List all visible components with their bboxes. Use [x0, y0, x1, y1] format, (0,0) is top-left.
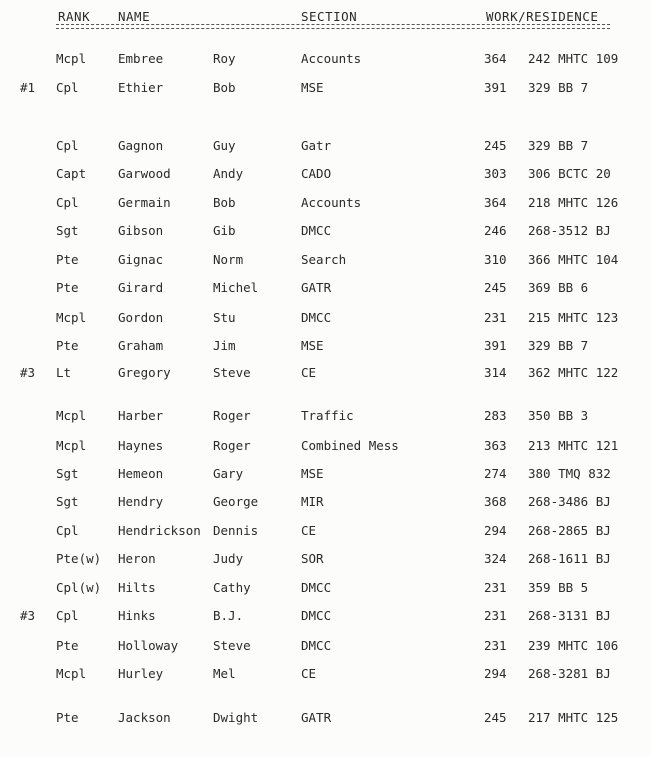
work-phone-cell: 294 [484, 523, 507, 538]
rank-cell: Cpl [56, 138, 79, 153]
table-row [0, 138, 650, 158]
table-row [0, 551, 650, 571]
section-cell: Accounts [301, 51, 362, 66]
first-name-cell: Dwight [213, 710, 259, 725]
section-cell: CADO [301, 166, 332, 181]
work-phone-cell: 391 [484, 338, 507, 353]
work-phone-cell: 283 [484, 408, 507, 423]
rank-cell: Sgt [56, 494, 79, 509]
last-name-cell: Hurley [118, 666, 164, 681]
header-name: NAME [118, 9, 151, 24]
last-name-cell: Jackson [118, 710, 171, 725]
row-marker: #1 [20, 80, 36, 95]
last-name-cell: Germain [118, 195, 171, 210]
work-phone-cell: 391 [484, 80, 507, 95]
work-phone-cell: 368 [484, 494, 507, 509]
rank-cell: Mcpl [56, 51, 87, 66]
section-cell: DMCC [301, 580, 332, 595]
first-name-cell: Gary [213, 466, 244, 481]
section-cell: MSE [301, 80, 324, 95]
section-cell: GATR [301, 280, 332, 295]
table-row [0, 438, 650, 458]
first-name-cell: Roy [213, 51, 236, 66]
work-phone-cell: 364 [484, 195, 507, 210]
last-name-cell: Garwood [118, 166, 171, 181]
table-row [0, 195, 650, 215]
residence-cell: 306 BCTC 20 [528, 166, 611, 181]
section-cell: MSE [301, 466, 324, 481]
table-row [0, 365, 650, 385]
table-row [0, 608, 650, 628]
residence-cell: 359 BB 5 [528, 580, 589, 595]
residence-cell: 213 MHTC 121 [528, 438, 619, 453]
last-name-cell: Gregory [118, 365, 171, 380]
rank-cell: Pte(w) [56, 551, 102, 566]
table-row [0, 310, 650, 330]
row-marker: #3 [20, 365, 36, 380]
header-section: SECTION [301, 9, 358, 24]
rank-cell: Mcpl [56, 408, 87, 423]
work-phone-cell: 245 [484, 138, 507, 153]
rank-cell: Cpl(w) [56, 580, 102, 595]
first-name-cell: Roger [213, 438, 251, 453]
last-name-cell: Gagnon [118, 138, 164, 153]
work-phone-cell: 310 [484, 252, 507, 267]
rank-cell: Pte [56, 252, 79, 267]
residence-cell: 268-2865 BJ [528, 523, 611, 538]
first-name-cell: Dennis [213, 523, 259, 538]
table-row [0, 338, 650, 358]
work-phone-cell: 231 [484, 638, 507, 653]
rank-cell: Pte [56, 280, 79, 295]
last-name-cell: Gignac [118, 252, 164, 267]
rank-cell: Lt [56, 365, 72, 380]
section-cell: Gatr [301, 138, 332, 153]
residence-cell: 218 MHTC 126 [528, 195, 619, 210]
first-name-cell: Andy [213, 166, 244, 181]
section-cell: SOR [301, 551, 324, 566]
rank-cell: Pte [56, 338, 79, 353]
work-phone-cell: 303 [484, 166, 507, 181]
rank-cell: Cpl [56, 80, 79, 95]
section-cell: Search [301, 252, 347, 267]
last-name-cell: Harber [118, 408, 164, 423]
first-name-cell: Steve [213, 365, 251, 380]
residence-cell: 380 TMQ 832 [528, 466, 611, 481]
last-name-cell: Hilts [118, 580, 156, 595]
work-phone-cell: 231 [484, 608, 507, 623]
section-cell: CE [301, 666, 317, 681]
first-name-cell: Cathy [213, 580, 251, 595]
residence-cell: 239 MHTC 106 [528, 638, 619, 653]
work-phone-cell: 274 [484, 466, 507, 481]
residence-cell: 215 MHTC 123 [528, 310, 619, 325]
table-row [0, 666, 650, 686]
first-name-cell: Steve [213, 638, 251, 653]
first-name-cell: Guy [213, 138, 236, 153]
last-name-cell: Haynes [118, 438, 164, 453]
table-row [0, 166, 650, 186]
table-row [0, 580, 650, 600]
rank-cell: Capt [56, 166, 87, 181]
last-name-cell: Hendrickson [118, 523, 201, 538]
first-name-cell: Jim [213, 338, 236, 353]
work-phone-cell: 231 [484, 580, 507, 595]
last-name-cell: Ethier [118, 80, 164, 95]
residence-cell: 268-3131 BJ [528, 608, 611, 623]
table-row [0, 408, 650, 428]
table-row [0, 280, 650, 300]
header-work-residence: WORK/RESIDENCE [486, 9, 599, 24]
section-cell: Combined Mess [301, 438, 399, 453]
first-name-cell: Stu [213, 310, 236, 325]
last-name-cell: Hemeon [118, 466, 164, 481]
work-phone-cell: 231 [484, 310, 507, 325]
last-name-cell: Holloway [118, 638, 179, 653]
section-cell: CE [301, 523, 317, 538]
work-phone-cell: 314 [484, 365, 507, 380]
rank-cell: Mcpl [56, 310, 87, 325]
first-name-cell: Michel [213, 280, 259, 295]
work-phone-cell: 245 [484, 710, 507, 725]
section-cell: CE [301, 365, 317, 380]
first-name-cell: B.J. [213, 608, 244, 623]
work-phone-cell: 294 [484, 666, 507, 681]
section-cell: GATR [301, 710, 332, 725]
first-name-cell: Bob [213, 195, 236, 210]
residence-cell: 329 BB 7 [528, 80, 589, 95]
rank-cell: Cpl [56, 523, 79, 538]
section-cell: MSE [301, 338, 324, 353]
rank-cell: Cpl [56, 195, 79, 210]
residence-cell: 268-3486 BJ [528, 494, 611, 509]
table-row [0, 494, 650, 514]
row-marker: #3 [20, 608, 36, 623]
residence-cell: 268-3512 BJ [528, 223, 611, 238]
header-double-rule [56, 23, 610, 31]
first-name-cell: George [213, 494, 259, 509]
residence-cell: 369 BB 6 [528, 280, 589, 295]
first-name-cell: Roger [213, 408, 251, 423]
last-name-cell: Gibson [118, 223, 164, 238]
work-phone-cell: 246 [484, 223, 507, 238]
table-row [0, 252, 650, 272]
header-rank: RANK [58, 9, 91, 24]
first-name-cell: Mel [213, 666, 236, 681]
rank-cell: Pte [56, 710, 79, 725]
section-cell: Accounts [301, 195, 362, 210]
first-name-cell: Norm [213, 252, 244, 267]
section-cell: MIR [301, 494, 324, 509]
last-name-cell: Hendry [118, 494, 164, 509]
section-cell: Traffic [301, 408, 354, 423]
table-row [0, 466, 650, 486]
table-row [0, 51, 650, 71]
rank-cell: Sgt [56, 466, 79, 481]
first-name-cell: Judy [213, 551, 244, 566]
rank-cell: Mcpl [56, 666, 87, 681]
first-name-cell: Gib [213, 223, 236, 238]
last-name-cell: Hinks [118, 608, 156, 623]
table-row [0, 523, 650, 543]
residence-cell: 329 BB 7 [528, 338, 589, 353]
work-phone-cell: 324 [484, 551, 507, 566]
last-name-cell: Girard [118, 280, 164, 295]
table-row [0, 710, 650, 730]
rank-cell: Pte [56, 638, 79, 653]
residence-cell: 242 MHTC 109 [528, 51, 619, 66]
residence-cell: 362 MHTC 122 [528, 365, 619, 380]
residence-cell: 217 MHTC 125 [528, 710, 619, 725]
table-row [0, 223, 650, 243]
last-name-cell: Gordon [118, 310, 164, 325]
residence-cell: 350 BB 3 [528, 408, 589, 423]
residence-cell: 268-3281 BJ [528, 666, 611, 681]
rank-cell: Cpl [56, 608, 79, 623]
table-row [0, 638, 650, 658]
last-name-cell: Graham [118, 338, 164, 353]
section-cell: DMCC [301, 223, 332, 238]
section-cell: DMCC [301, 310, 332, 325]
rank-cell: Mcpl [56, 438, 87, 453]
last-name-cell: Heron [118, 551, 156, 566]
section-cell: DMCC [301, 638, 332, 653]
work-phone-cell: 363 [484, 438, 507, 453]
last-name-cell: Embree [118, 51, 164, 66]
work-phone-cell: 245 [484, 280, 507, 295]
section-cell: DMCC [301, 608, 332, 623]
work-phone-cell: 364 [484, 51, 507, 66]
residence-cell: 329 BB 7 [528, 138, 589, 153]
table-row [0, 80, 650, 100]
residence-cell: 268-1611 BJ [528, 551, 611, 566]
residence-cell: 366 MHTC 104 [528, 252, 619, 267]
rank-cell: Sgt [56, 223, 79, 238]
first-name-cell: Bob [213, 80, 236, 95]
